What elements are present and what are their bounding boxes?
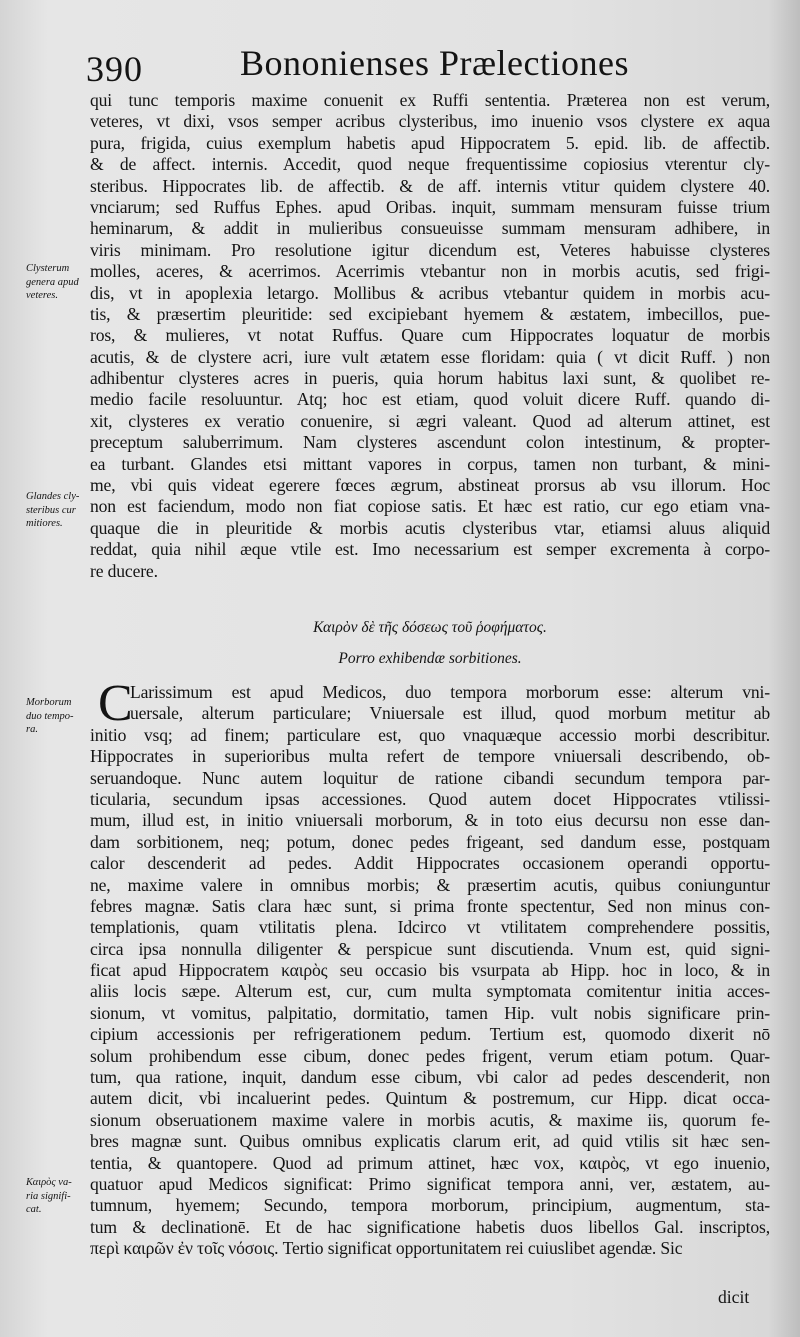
drop-capital: C bbox=[98, 675, 133, 732]
text-line: autem dicit, vbi incaluerint pedes. Quintum & postremum, cur Hipp. dicat occa- bbox=[90, 1088, 770, 1109]
text-line: steribus. Hippocrates lib. de affectib. & de aff. internis vtitur quidem clystere 40. bbox=[90, 175, 770, 196]
margin-note-clysterum: Clysterum genera apud veteres. bbox=[26, 263, 79, 301]
text-line: dis, vt in apoplexia letargo. Mollibus & acribus vtebantur quidem in morbis acu- bbox=[90, 282, 770, 303]
text-line: adhibentur clysteres acres in pueris, quia horum habitus laxi sunt, & quolibet re- bbox=[90, 368, 770, 389]
text-line: xit, clysteres ex veratio conuenire, si ægri valeant. Quod ad alterum attinet, est bbox=[90, 410, 770, 431]
text-line: περὶ καιρῶν ἐν τοῖς νόσοις. Tertio significat opportunitatem rei cuiuslibet agendæ. Sic bbox=[90, 1238, 683, 1259]
text-line: preceptum saluberrimum. Nam clysteres ascendunt colon intestinum, & propter- bbox=[90, 432, 770, 453]
text-line: dam sorbitionem, neq; potum, donec pedes frigeant, sed dandum esse, postquam bbox=[90, 831, 770, 852]
text-line: & de affect. internis. Accedit, quod neque frequentissime copiosius vterentur cly- bbox=[90, 154, 770, 175]
margin-note-kairos: Καιρὸς va- ria signifi- cat. bbox=[26, 1177, 72, 1215]
text-line: cipium accessionis per refrigerationem pedum. Tertium est, quomodo dixerit nō bbox=[90, 1024, 770, 1045]
text-line: Hippocrates in superioribus multa refert de tempore vniuersali describendo, ob- bbox=[90, 746, 770, 767]
text-line: ne, maxime valere in omnibus morbis; & præsertim acutis, quibus coniunguntur bbox=[90, 874, 770, 895]
page-header bbox=[82, 40, 702, 88]
text-line: bres magnæ sunt. Quibus omnibus explicatis clarum erit, ad quid vtilis sit hæc sen- bbox=[90, 1131, 770, 1152]
running-title: Bononienses Prælectiones bbox=[240, 43, 629, 83]
text-line: re ducere. bbox=[90, 560, 158, 581]
text-line: quatuor apud Medicos significat: Primo significat tempora anni, ver, æstatem, au- bbox=[90, 1173, 770, 1194]
text-line: qui tunc temporis maxime conuenit ex Ruffi sententia. Præterea non est verum, bbox=[90, 90, 770, 110]
text-line: acutis, & de clystere acri, iure vult ætatem esse floridam: quia ( vt dicit Ruff. ) non bbox=[90, 346, 770, 367]
margin-note-glandes: Glandes cly- steribus cur mitiores. bbox=[26, 491, 80, 529]
text-line: vnciarum; sed Ruffus Ephes. apud Oribas. inquit, summam mensuram fuisse trium bbox=[90, 196, 770, 217]
latin-section-heading: Porro exhibendæ sorbitiones. bbox=[338, 650, 522, 667]
text-line: mum, illud est, in initio vniuersali morborum, & in toto eius decursu non esse dan- bbox=[90, 810, 770, 831]
text-line: circa ipsa nonnulla diligenter & perspicue sunt discutienda. Vnum est, quid signi- bbox=[90, 938, 770, 959]
text-line: pura, frigida, cuius exemplum habetis apud Hippocratem 5. epid. lib. de affectib. bbox=[90, 132, 770, 153]
text-line: quaque die in pleuritide & morbis acutis clysteribus vtar, etiamsi aluus aliquid bbox=[90, 517, 770, 538]
text-line: sionum, vt vomitus, palpitatio, dormitatio, tamen Hip. vult nobis significare prin- bbox=[90, 1002, 770, 1023]
text-line: febres magnæ. Satis clara hæc sunt, si prima fronte spectentur, Sed non minus con- bbox=[90, 895, 770, 916]
margin-note-morborum: Morborum duo tempo- ra. bbox=[26, 697, 74, 735]
text-line: solum prohibendum esse cibum, donec pedes frigent, verum etiam potum. Quar- bbox=[90, 1045, 770, 1066]
page-number: 390 bbox=[86, 49, 143, 89]
text-line: tis, & præsertim pleuritide: sed excipiebant hyemem & æstatem, imbecillos, pue- bbox=[90, 303, 770, 324]
text-line: tentia, & quantopere. Quod ad primum attinet, hæc vox, καιρὸς, vt ego inuenio, bbox=[90, 1152, 770, 1173]
catchword: dicit bbox=[718, 1287, 750, 1307]
text-line: medio facile resoluuntur. Atq; hoc est etiam, quod voluit dicere Ruff. quando di- bbox=[90, 389, 770, 410]
text-line: initio vsq; ad finem; particulare est, quo vnaquæque accessio morbi describitur. bbox=[90, 724, 770, 745]
text-line: me, vbi quis videat egerere fœces ægrum, abstineat prorsus ab vsu illorum. Hoc bbox=[90, 475, 770, 496]
text-line: calor descenderit ad pedes. Addit Hippocrates occasionem operandi opportu- bbox=[90, 853, 770, 874]
greek-section-heading: Καιρὸν δὲ τῆς δόσεως τοῦ ῥοφήματος. bbox=[313, 619, 547, 636]
text-line: templationis, quam vtilitatis plena. Idcirco vt vtilitatem comprehendere possitis, bbox=[90, 917, 770, 938]
text-line: viris minimam. Pro resolutione igitur dicendum est, Veteres habuisse clysteres bbox=[90, 239, 770, 260]
text-line: non est faciendum, modo non fiat copiose satis. Et hæc est ratio, cur ego etiam vna- bbox=[90, 496, 770, 517]
paragraph-tempora bbox=[90, 682, 770, 1260]
text-line: sionum obseruationem maxime valere in morbis acutis, & maxime iis, quorum fe- bbox=[90, 1109, 770, 1130]
text-line: molles, aceres, & acerrimos. Acerrimis vtebantur non in morbis acutis, sed frigi- bbox=[90, 261, 770, 282]
text-line: ros, & mulieres, vt notat Ruffus. Quare cum Hippocrates loquatur de morbis bbox=[90, 325, 770, 346]
paragraph-clysters bbox=[90, 90, 770, 582]
text-line: seruandoque. Nunc autem loquitur de ratione cibandi secundum tempora par- bbox=[90, 767, 770, 788]
text-line: uersale, alterum particulare; Vniuersale est illud, quod morbum metitur ab bbox=[130, 703, 770, 724]
text-line: ficat apud Hippocratem καιρὸς seu occasio bis vsurpata ab Hipp. hoc in loco, & in bbox=[90, 960, 770, 981]
text-line: heminarum, & addit in mulieribus consueuisse summam mensuram adhibere, in bbox=[90, 218, 770, 239]
text-line: aliis locis sæpe. Alterum est, cur, cum multa symptomata comitentur initia acces- bbox=[90, 981, 770, 1002]
text-line: Larissimum est apud Medicos, duo tempora morborum esse: alterum vni- bbox=[130, 682, 770, 702]
text-line: tum & declinationē. Et de hac significatione habetis duos libellos Gal. inscriptos, bbox=[90, 1216, 770, 1237]
text-line: ea turbant. Glandes etsi mittant vapores in corpus, tamen non turbant, & mini- bbox=[90, 453, 770, 474]
text-line: reddat, quia nihil æque vtile est. Imo necessarium est semper excrementa à corpo- bbox=[90, 539, 770, 560]
text-line: ticularia, secundum ipsas accessiones. Quod autem docet Hippocrates vtilissi- bbox=[90, 788, 770, 809]
text-line: tum, qua ratione, inquit, dandum esse cibum, vbi calor ad pedes descenderit, non bbox=[90, 1067, 770, 1088]
text-line: veteres, vt dixi, vsos semper acribus clysteribus, imo inuenio vsos clystere ex aqua bbox=[90, 111, 770, 132]
text-line: tumnum, hyemem; Secundo, tempora morborum, principium, augmentum, sta- bbox=[90, 1195, 770, 1216]
